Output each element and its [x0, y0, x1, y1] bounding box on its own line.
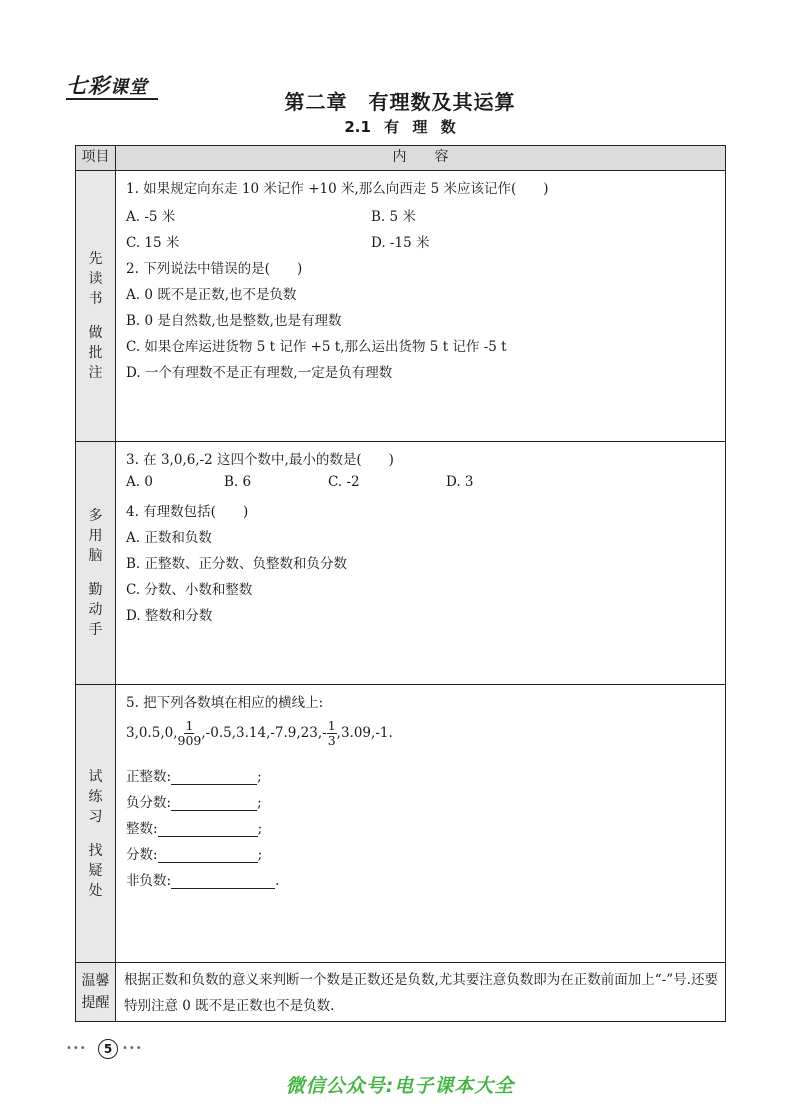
- column-header-item: 项目: [76, 146, 116, 171]
- question-2: 2. 下列说法中错误的是( ): [126, 261, 303, 277]
- question-5: 5. 把下列各数填在相应的横线上:: [126, 695, 324, 711]
- section-content-thinking: [116, 442, 726, 685]
- section-content-reading: [116, 171, 726, 442]
- section-label-reading: 先 读 书 做 批 注: [76, 171, 116, 442]
- q2-option-b[interactable]: B. 0 是自然数,也是整数,也是有理数: [126, 313, 342, 329]
- chapter-title: 第二章 有理数及其运算: [284, 90, 516, 114]
- right-dots-decoration: •••: [122, 1043, 143, 1054]
- q4-option-b[interactable]: B. 正整数、正分数、负整数和负分数: [126, 556, 348, 572]
- blank-integers: 整数: ;: [126, 821, 263, 837]
- q3-option-a[interactable]: A. 0: [126, 474, 153, 490]
- blank-negative-fractions: 负分数: ;: [126, 795, 262, 811]
- q3-option-d[interactable]: D. 3: [446, 474, 474, 490]
- section-content-practice: [116, 685, 726, 963]
- q2-option-d[interactable]: D. 一个有理数不是正有理数,一定是负有理数: [126, 365, 393, 381]
- fraction-1-3: $\frac{1}{3}$: [327, 718, 336, 748]
- question-4: 4. 有理数包括( ): [126, 504, 249, 520]
- watermark-text: 微信公众号:电子课本大全: [285, 1075, 515, 1097]
- blank-fractions: 分数: ;: [126, 847, 263, 863]
- q1-option-b[interactable]: B. 5 米: [371, 209, 416, 225]
- question-3: 3. 在 3,0,6,-2 这四个数中,最小的数是( ): [126, 452, 394, 468]
- tip-label: 温馨 提醒: [76, 963, 116, 1022]
- answer-blank-non-negative[interactable]: [171, 874, 275, 889]
- q3-option-c[interactable]: C. -2: [328, 474, 360, 490]
- section-label-thinking: 多 用 脑 勤 动 手: [76, 442, 116, 685]
- q2-option-c[interactable]: C. 如果仓库运进货物 5 t 记作 +5 t,那么运出货物 5 t 记作 -5 t: [126, 339, 507, 355]
- section-label-practice: 试 练 习 找 疑 处: [76, 685, 116, 963]
- table-header-row: [76, 146, 726, 171]
- tip-text: 根据正数和负数的意义来判断一个数是正数还是负数,尤其要注意负数即为在正数前面加上“-”号.还要特别注意 0 既不是正数也不是负数.: [116, 963, 726, 1022]
- section-row-practice: [76, 685, 726, 963]
- q4-option-d[interactable]: D. 整数和分数: [126, 608, 213, 624]
- blank-non-negative: 非负数: .: [126, 873, 280, 889]
- answer-blank-integers[interactable]: [158, 822, 258, 837]
- section-row-reading: [76, 171, 726, 442]
- logo-char-2: 彩: [88, 74, 110, 98]
- logo-text: 课堂: [110, 77, 148, 98]
- q1-option-c[interactable]: C. 15 米: [126, 235, 180, 251]
- section-row-thinking: [76, 442, 726, 685]
- question-1: 1. 如果规定向东走 10 米记作 +10 米,那么向西走 5 米应该记作( ): [126, 181, 549, 197]
- answer-blank-fractions[interactable]: [158, 848, 258, 863]
- q4-option-c[interactable]: C. 分数、小数和整数: [126, 582, 253, 598]
- answer-blank-negative-fractions[interactable]: [171, 796, 257, 811]
- tip-row: [76, 963, 726, 1022]
- section-title: 2.1 有 理 数: [344, 118, 456, 136]
- fraction-1-909: $\frac{1}{909}$: [177, 718, 202, 748]
- q2-option-a[interactable]: A. 0 既不是正数,也不是负数: [126, 287, 297, 303]
- column-header-content: 内 容: [116, 146, 726, 171]
- q1-option-a[interactable]: A. -5 米: [126, 209, 176, 225]
- q3-option-b[interactable]: B. 6: [224, 474, 252, 490]
- q4-option-a[interactable]: A. 正数和负数: [126, 530, 212, 546]
- logo-char-1: 七: [66, 74, 88, 98]
- answer-blank-positive-integers[interactable]: [171, 770, 257, 785]
- blank-positive-integers: 正整数: ;: [126, 769, 262, 785]
- q1-option-d[interactable]: D. -15 米: [371, 235, 430, 251]
- page-number: 5: [98, 1039, 118, 1059]
- worksheet-table: [75, 145, 726, 1022]
- left-dots-decoration: •••: [66, 1043, 87, 1054]
- number-list: 3,0.5,0, $\frac{1}{909}$ ,-0.5,3.14,-7.9,23,- $\frac{1}{3}$ ,3.09,-1.: [126, 718, 393, 748]
- page-number-badge: [66, 1041, 146, 1059]
